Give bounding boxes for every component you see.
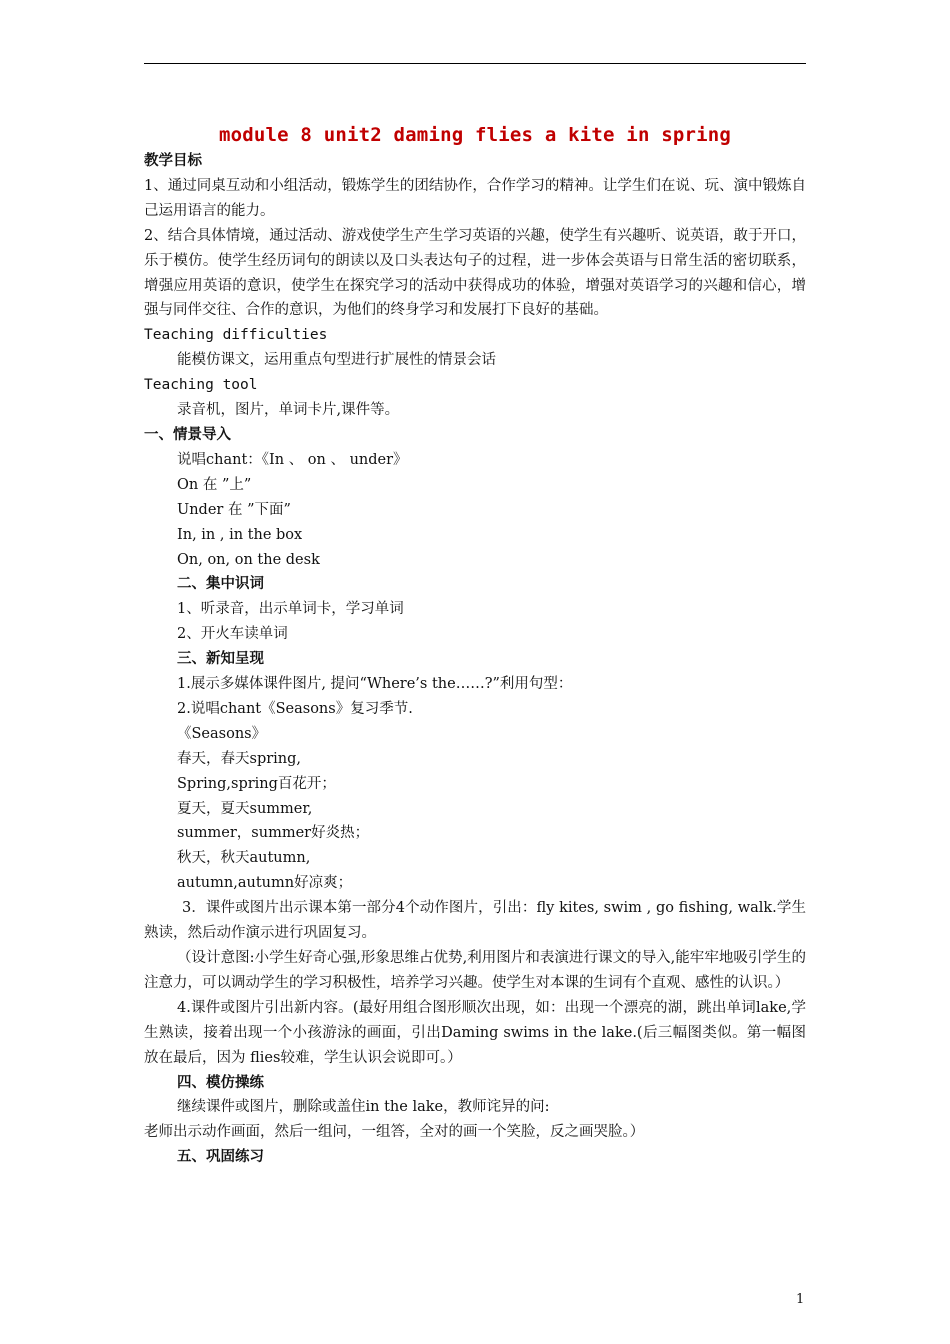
document-body: [144, 149, 806, 1170]
section-3-line: autumn,autumn好凉爽；: [177, 875, 353, 892]
section-3-line: 2.说唱chant《Seasons》复习季节.: [177, 700, 413, 717]
section-4-line-1: 继续课件或图片，删除或盖住in the lake，教师诧异的问:: [177, 1099, 550, 1116]
section-3-line: Spring,spring百花开；: [177, 775, 336, 792]
header-rule: [144, 63, 806, 64]
section-4-heading: 四、模仿操练: [177, 1073, 264, 1091]
section-2-line: 2、开火车读单词: [177, 626, 288, 643]
section-1-heading: 一、情景导入: [144, 425, 231, 443]
page-number: 1: [796, 1292, 805, 1307]
goal-1: 1、通过同桌互动和小组活动，锻炼学生的团结协作，合作学习的精神。让学生们在说、玩、演中锻炼自己运用语言的能力。: [144, 177, 806, 219]
section-1-line: On 在 ”上”: [177, 476, 252, 493]
section-2-heading: 二、集中识词: [177, 575, 264, 593]
section-3-item-4: 4.课件或图片引出新内容。(最好用组合图形顺次出现，如：出现一个漂亮的湖，跳出单词lake,学生熟读，接着出现一个小孩游泳的画面，引出Daming swims in the lake.(后三幅图类似。第一幅图放在最后，因为 flies较难，学生认识会说即可。）: [144, 999, 806, 1066]
section-3-line: 《Seasons》: [177, 725, 267, 742]
section-1-line: In, in , in the box: [177, 526, 303, 543]
section-3-line: 1.展示多媒体课件图片, 提问“Where’s the……?”利用句型：: [177, 676, 573, 693]
section-3-line: 春天，春天spring,: [177, 750, 302, 767]
section-5-heading: 五、巩固练习: [177, 1148, 264, 1166]
document-title: module 8 unit2 daming flies a kite in spring: [218, 124, 732, 146]
section-3-line: 秋天，秋天autumn,: [177, 850, 311, 867]
section-1-line: 说唱chant：《In 、 on 、 under》: [177, 451, 408, 468]
goal-2: 2、结合具体情境，通过活动、游戏使学生产生学习英语的兴趣，使学生有兴趣听、说英语，敢于开口，乐于模仿。使学生经历词句的朗读以及口头表达句子的过程，进一步体会英语与日常生活的密切联系，增强应用英语的意识，使学生在探究学习的活动中获得成功的体验，增强对英语学习的兴趣和信心，增强与同伴交往、合作的意识，为他们的终身学习和发展打下良好的基础。: [144, 227, 806, 319]
section-3-design-note: （设计意图:小学生好奇心强,形象思维占优势,利用图片和表演进行课文的导入,能牢牢地吸引学生的注意力，可以调动学生的学习积极性，培养学习兴趣。使学生对本课的生词有个直观、感性的认识。）: [144, 950, 806, 991]
section-4-line-2: 老师出示动作画面，然后一组问，一组答，全对的画一个笑脸，反之画哭脸。）: [144, 1124, 645, 1141]
section-3-item-3: 3．课件或图片出示课本第一部分4个动作图片，引出：fly kites, swim , go fishing, walk.学生熟读，然后动作演示进行巩固复习。: [144, 900, 806, 942]
difficulties-text: 能模仿课文，运用重点句型进行扩展性的情景会话: [177, 352, 496, 369]
section-3-line: summer，summer好炎热；: [177, 825, 370, 842]
section-1-line: On, on, on the desk: [177, 551, 320, 568]
section-3-line: 夏天，夏天summer,: [177, 800, 313, 817]
section-3-heading: 三、新知呈现: [177, 650, 264, 668]
tool-heading: Teaching tool: [144, 377, 258, 394]
section-1-line: Under 在 ”下面”: [177, 501, 291, 518]
difficulties-heading: Teaching difficulties: [144, 327, 328, 344]
section-2-line: 1、听录音，出示单词卡，学习单词: [177, 601, 404, 618]
goals-heading: 教学目标: [144, 152, 202, 169]
tool-text: 录音机，图片，单词卡片,课件等。: [177, 402, 400, 419]
